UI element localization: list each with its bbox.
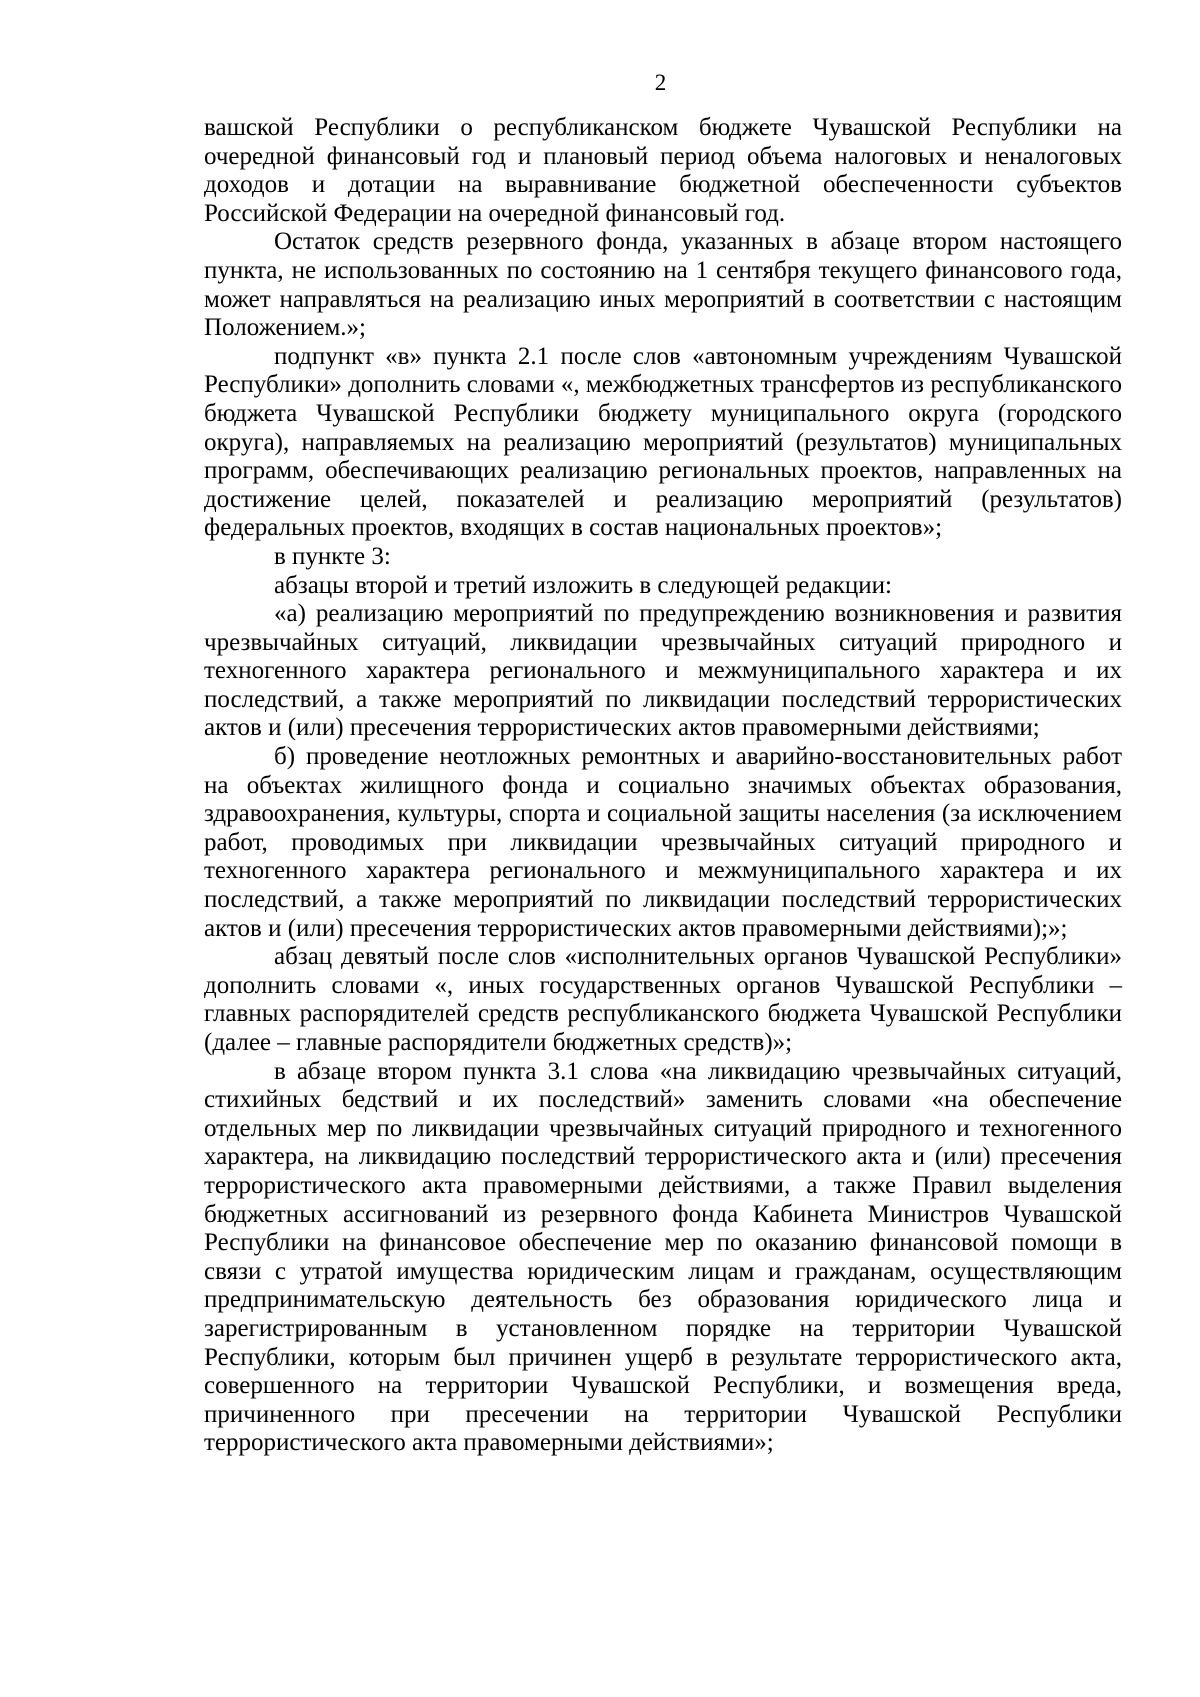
- page-number: 2: [654, 70, 667, 95]
- document-body: [204, 114, 1122, 1458]
- paragraph-reserve-fund-remainder: Остаток средств резервного фонда, указанных в абзаце втором настоящего пункта, не использованных по состоянию на 1 сентября текущего финансового года, может направляться на реализацию иных мероприятий в соответствии с настоящим Положением.»;: [204, 228, 1122, 342]
- paragraph-point-3: в пункте 3:: [274, 542, 391, 570]
- paragraph-item-a: «а) реализацию мероприятий по предупреждению возникновения и развития чрезвычайных ситуаций, ликвидации чрезвычайных ситуаций природного и техногенного характера регионального и межмуниципального характера и их последствий, а также мероприятий по ликвидации последствий террористических актов и (или) пресечения террористических актов правомерными действиями;: [204, 600, 1122, 742]
- paragraph-item-b: б) проведение неотложных ремонтных и аварийно-восстановительных работ на объектах жилищного фонда и социально значимых объектах образования, здравоохранения, культуры, спорта и социальной защиты населения (за исключением работ, проводимых при ликвидации чрезвычайных ситуаций природного и техногенного характера регионального и межмуниципального характера и их последствий, а также мероприятий по ликвидации последствий террористических актов и (или) пресечения террористических актов правомерными действиями);»;: [204, 743, 1122, 942]
- paragraph-point-3-1: в абзаце втором пункта 3.1 слова «на ликвидацию чрезвычайных ситуаций, стихийных бедствий и их последствий» заменить словами «на обеспечение отдельных мер по ликвидации чрезвычайных ситуаций природного и техногенного характера, на ликвидацию последствий террористического акта и (или) пресечения террористического акта правомерными действиями, а также Правил выделения бюджетных ассигнований из резервного фонда Кабинета Министров Чувашской Республики на финансовое обеспечение мер по оказанию финансовой помощи в связи с утратой имущества юридическим лицам и гражданам, осуществляющим предпринимательскую деятельность без образования юридического лица и зарегистрированным в установленном порядке на территории Чувашской Республики, которым был причинен ущерб в результате террористического акта, совершенного на территории Чувашской Республики, и возмещения вреда, причиненного при пресечении на территории Чувашской Республики террористического акта правомерными действиями»;: [204, 1057, 1122, 1457]
- paragraph-second-third: абзацы второй и третий изложить в следующей редакции:: [274, 571, 892, 599]
- paragraph-subpoint-v: подпункт «в» пункта 2.1 после слов «автономным учреждениям Чувашской Республики» дополнить словами «, межбюджетных трансфертов из республиканского бюджета Чувашской Республики бюджету муниципального округа (городского округа), направляемых на реализацию мероприятий (результатов) муниципальных программ, обеспечивающих реализацию региональных проектов, направленных на достижение целей, показателей и реализацию мероприятий (результатов) федеральных проектов, входящих в состав национальных проектов»;: [204, 342, 1122, 542]
- paragraph-continuation: вашской Республики о республиканском бюджете Чувашской Республики на очередной финансовый год и плановый период объема налоговых и неналоговых доходов и дотации на выравнивание бюджетной обеспеченности субъектов Российской Федерации на очередной финансовый год.: [204, 114, 1122, 227]
- paragraph-ninth: абзац девятый после слов «исполнительных органов Чувашской Республики» дополнить словами «, иных государственных органов Чувашской Республики – главных распорядителей средств республиканского бюджета Чувашской Республики (далее – главные распорядители бюджетных средств)»;: [204, 943, 1122, 1056]
